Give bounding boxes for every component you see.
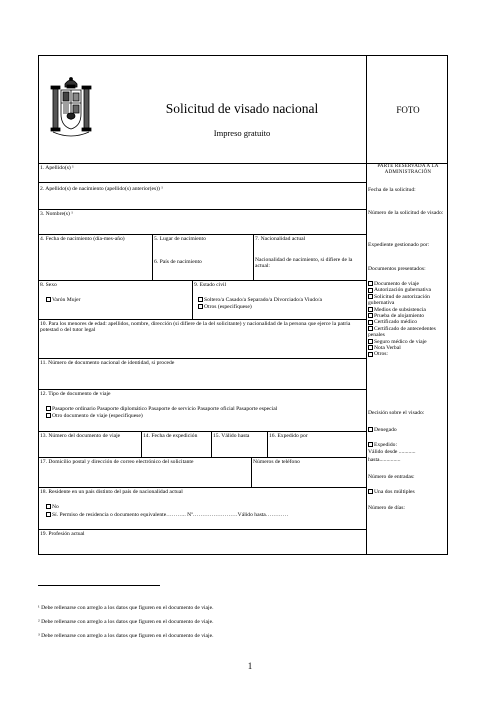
checkbox-icon[interactable] (368, 489, 373, 494)
checkbox-icon[interactable] (368, 313, 373, 318)
field-9-options-row2[interactable] (198, 304, 252, 310)
field-9-civil-status: 9. Estado civil (194, 282, 227, 288)
field-8-sex: 8. Sexo (40, 282, 57, 288)
checkbox-icon[interactable] (198, 297, 203, 302)
admin-documents-list (368, 281, 448, 358)
cell-divider (192, 280, 193, 319)
field-12-options-row2[interactable] (46, 413, 143, 419)
field-12-options-row1[interactable] (46, 406, 277, 412)
field-13-document-number[interactable]: 13. Número del documento de viaje (40, 433, 121, 439)
admin-days-count[interactable]: Número de días: (368, 505, 405, 511)
cell-divider (253, 234, 254, 280)
footnote-2: ² Debe rellenarse con arreglo a los datos que figuren en el documento de viaje. (38, 619, 214, 625)
cell-divider (267, 431, 268, 457)
admin-valid-from[interactable]: Válido desde ............ (368, 449, 416, 455)
visa-application-form (38, 55, 448, 555)
field-12-travel-document-type: 12. Tipo de documento de viaje (40, 391, 111, 397)
field-3-first-name[interactable]: 3. Nombre(s) ¹ (40, 211, 73, 217)
admin-valid-until[interactable]: hasta............... (368, 457, 401, 463)
row-divider (39, 182, 366, 183)
admin-handled-by[interactable]: Expediente gestionado por: (368, 242, 430, 248)
field-4-birth-date[interactable]: 4. Fecha de nacimiento (día-mes-año) (40, 236, 125, 242)
checkbox-icon[interactable] (46, 512, 51, 517)
field-18-residence: 18. Residente en un país distinto del país de nacionalidad actual (40, 489, 183, 495)
admin-issued-option[interactable] (368, 442, 397, 448)
checkbox-icon[interactable] (368, 352, 373, 357)
admin-entries-options-label: Una dos múltiples (374, 489, 415, 495)
field-18-yes-label: Sí. Permiso de residencia o documento equivalente……….. Nº……………………Válido hasta………… (52, 512, 289, 518)
field-12-options-label: Pasaporte ordinario Pasaporte diplomático Pasaporte de servicio Pasaporte oficial Pasaporte especial (52, 406, 278, 412)
cell-divider (141, 431, 142, 457)
admin-document-item-label: Prueba de alojamiento (374, 313, 425, 320)
admin-refused-option[interactable] (368, 427, 397, 433)
row-divider (39, 529, 366, 530)
field-15-valid-until[interactable]: 15. Válido hasta (213, 433, 250, 439)
checkbox-icon[interactable] (368, 442, 373, 447)
footnote-3: ³ Debe rellenarse con arreglo a los datos que figuren en el documento de viaje. (38, 633, 214, 639)
admin-entries-options[interactable] (368, 489, 415, 495)
checkbox-icon[interactable] (368, 307, 373, 312)
checkbox-icon[interactable] (46, 297, 51, 302)
admin-reserved-title: PARTE RESERVADA A LA ADMINISTRACIÓN (377, 164, 439, 175)
admin-document-item-label: Medios de subsistencia (374, 306, 426, 313)
field-5-birth-place[interactable]: 5. Lugar de nacimiento (154, 236, 206, 242)
admin-document-item-label: Nota Verbal (374, 345, 401, 352)
form-title: Solicitud de visado nacional (165, 101, 319, 116)
field-17-address[interactable]: 17. Domicilio postal y dirección de correo electrónico del solicitante (40, 459, 194, 465)
cell-divider (152, 234, 153, 280)
row-divider (39, 457, 366, 458)
row-divider (39, 389, 366, 390)
spain-coat-of-arms-icon (49, 76, 93, 142)
checkbox-icon[interactable] (46, 406, 51, 411)
admin-entries-count[interactable]: Número de entradas: (368, 474, 415, 480)
admin-document-item[interactable] (368, 326, 448, 339)
admin-document-item-label: Documento de viaje (374, 281, 420, 287)
checkbox-icon[interactable] (368, 288, 373, 293)
admin-issued-label: Expedido: (374, 442, 397, 448)
field-18-no-option[interactable] (46, 504, 59, 510)
checkbox-icon[interactable] (368, 320, 373, 325)
checkbox-icon[interactable] (368, 339, 373, 344)
field-2-birth-surname[interactable]: 2. Apellido(s) de nacimiento (apellido(s) anterior(es)) ¹ (40, 186, 163, 192)
photo-label: FOTO (396, 105, 420, 115)
field-11-national-id[interactable]: 11. Número de documento nacional de identidad, si procede (40, 360, 175, 366)
footnote-separator (38, 585, 160, 586)
admin-visa-decision: Decisión sobre el visado: (368, 410, 425, 416)
cell-divider (251, 457, 252, 487)
field-16-issued-by[interactable]: 16. Expedido por (269, 433, 308, 439)
admin-document-item-label: Seguro médico de viaje (374, 338, 427, 345)
field-18-yes-option[interactable] (46, 512, 288, 518)
row-divider (39, 487, 366, 488)
checkbox-icon[interactable] (368, 281, 373, 286)
checkbox-icon[interactable] (368, 427, 373, 432)
row-divider (39, 358, 366, 359)
admin-document-item[interactable] (368, 351, 448, 357)
field-12-other-label: Otro documento de viaje (especifíquese) (52, 413, 143, 419)
form-subtitle: Impreso gratuito (213, 128, 271, 138)
field-8-options-label: Varón Mujer (52, 297, 81, 303)
field-7-nationality[interactable]: 7. Nacionalidad actual (255, 236, 306, 242)
checkbox-icon[interactable] (368, 326, 373, 331)
row-divider (39, 234, 366, 235)
field-6-birth-country[interactable]: 6. País de nacimiento (154, 259, 202, 265)
admin-document-item[interactable] (368, 294, 448, 307)
admin-application-date[interactable]: Fecha de la solicitud: (368, 187, 416, 193)
cell-divider (211, 431, 212, 457)
footnote-1: ¹ Debe rellenarse con arreglo a los datos que figuren en el documento de viaje. (38, 605, 214, 611)
page-number: 1 (247, 661, 253, 671)
field-10-guardian[interactable]: 10. Para los menores de edad: apellidos, nombre, dirección (si difiere de la del solicitante) y nacionalidad de la persona que ejerce la patria potestad o del tutor legal (40, 321, 351, 334)
field-7-birth-nationality[interactable]: Nacionalidad de nacimiento, si difiere de la actual: (255, 257, 353, 270)
field-19-occupation[interactable]: 19. Profesión actual (40, 531, 85, 537)
field-18-no-label: No (52, 504, 59, 510)
checkbox-icon[interactable] (46, 413, 51, 418)
row-divider (39, 431, 366, 432)
checkbox-icon[interactable] (368, 345, 373, 350)
field-9-options-label: Soltero/a Casado/a Separado/a Divorciado/a Viudo/a (204, 297, 322, 303)
checkbox-icon[interactable] (46, 504, 51, 509)
row-divider (39, 319, 366, 320)
row-divider (39, 209, 366, 210)
checkbox-icon[interactable] (368, 294, 373, 299)
field-1-surname[interactable]: 1. Apellido(s) ¹ (40, 165, 74, 171)
admin-column-divider (366, 56, 367, 554)
admin-application-number[interactable]: Número de la solicitud de visado: (368, 210, 444, 216)
field-9-other-label: Otros (especifíquese) (204, 304, 252, 310)
field-17-phone[interactable]: Números de teléfono (253, 459, 300, 465)
checkbox-icon[interactable] (198, 304, 203, 309)
field-8-options[interactable] (46, 297, 80, 303)
admin-document-item-label: Solicitud de autorización gubernativa (368, 293, 430, 307)
admin-document-item-label: Certificado de antecedentes penales (368, 325, 436, 339)
admin-document-item-label: Autorización gubernativa (374, 287, 432, 294)
field-9-options-row1[interactable] (198, 297, 322, 303)
admin-document-item-label: Otros: (374, 351, 388, 358)
row-divider (39, 280, 366, 281)
admin-document-item-label: Certificado médico (374, 319, 418, 326)
field-14-issue-date[interactable]: 14. Fecha de expedición (143, 433, 198, 439)
admin-refused-label: Denegado (374, 427, 397, 433)
admin-documents-title: Documentos presentados: (368, 266, 426, 272)
